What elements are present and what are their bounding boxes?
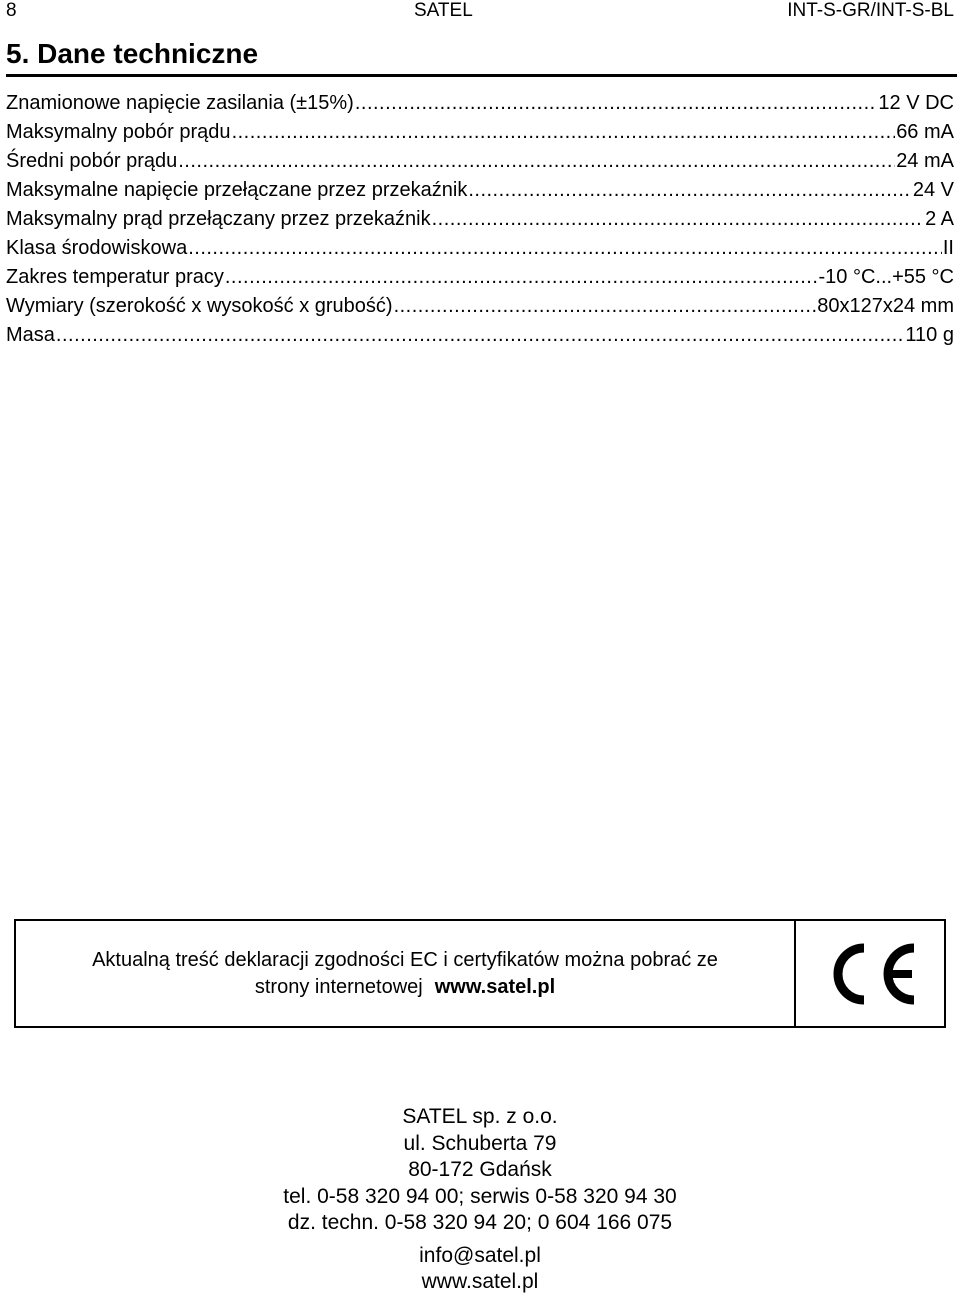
title-divider — [6, 74, 957, 77]
spec-label: Masa — [6, 324, 55, 346]
notice-line-1: Aktualną treść deklaracji zgodności EC i certyfikatów można pobrać ze — [92, 948, 718, 971]
dot-leader — [468, 176, 912, 205]
spec-row — [6, 205, 954, 234]
spec-row — [6, 321, 954, 350]
dot-leader — [56, 321, 905, 350]
spec-label: Średni pobór prądu — [6, 150, 178, 172]
section-title: 5. Dane techniczne — [6, 38, 259, 69]
dot-leader — [432, 205, 924, 234]
notice-line-2 — [92, 974, 718, 1001]
spec-value: 24 mA — [896, 150, 954, 172]
conformity-notice-text — [16, 921, 796, 1026]
dot-leader — [355, 89, 878, 118]
spec-row — [6, 234, 954, 263]
spec-row — [6, 147, 954, 176]
dot-leader — [188, 234, 942, 263]
dot-leader — [394, 292, 817, 321]
spec-label: Maksymalne napięcie przełączane przez przekaźnik — [6, 179, 468, 201]
company-street: ul. Schuberta 79 — [403, 1131, 557, 1155]
header-brand: SATEL — [414, 0, 473, 21]
conformity-notice-box — [14, 919, 946, 1028]
spec-label: Wymiary (szerokość x wysokość x grubość) — [6, 295, 393, 317]
notice-website-link[interactable]: www.satel.pl — [434, 975, 556, 998]
spec-row — [6, 89, 954, 118]
company-email[interactable]: info@satel.pl — [419, 1243, 541, 1267]
company-contact-footer — [0, 1104, 960, 1296]
spec-row — [6, 263, 954, 292]
spec-label: Maksymalny pobór prądu — [6, 121, 231, 143]
company-city: 80-172 Gdańsk — [408, 1158, 552, 1181]
dot-leader — [178, 147, 895, 176]
header-model: INT-S-GR/INT-S-BL — [787, 0, 954, 21]
spec-label: Maksymalny prąd przełączany przez przekaźnik — [6, 208, 431, 230]
spec-label: Znamionowe napięcie zasilania (±15%) — [6, 92, 354, 114]
spec-value: 80x127x24 mm — [817, 295, 954, 317]
spec-row — [6, 176, 954, 205]
company-phone: tel. 0-58 320 94 00; serwis 0-58 320 94 30 — [283, 1184, 677, 1208]
spec-value: 12 V DC — [878, 92, 954, 114]
company-website[interactable]: www.satel.pl — [421, 1270, 539, 1293]
dot-leader — [225, 263, 818, 292]
spec-value: 110 g — [905, 324, 954, 346]
dot-leader — [232, 118, 896, 147]
spec-value: -10 °C...+55 °C — [818, 266, 954, 288]
spec-label: Klasa środowiskowa — [6, 237, 188, 259]
company-tech-phone: dz. techn. 0-58 320 94 20; 0 604 166 075 — [287, 1211, 673, 1234]
spec-label: Zakres temperatur pracy — [6, 266, 224, 288]
spec-list — [6, 89, 954, 350]
spec-row — [6, 118, 954, 147]
spec-row — [6, 292, 954, 321]
spec-value: 2 A — [925, 208, 954, 230]
spec-value: 66 mA — [896, 121, 954, 143]
ce-mark-cell — [796, 921, 944, 1026]
company-name: SATEL sp. z o.o. — [402, 1105, 558, 1128]
ce-mark-icon — [822, 940, 918, 1008]
page-number: 8 — [6, 0, 17, 21]
notice-line-2-text: strony internetowej — [254, 975, 423, 998]
spec-value: II — [942, 237, 954, 259]
spec-value: 24 V — [912, 179, 954, 201]
page-header — [6, 0, 954, 22]
